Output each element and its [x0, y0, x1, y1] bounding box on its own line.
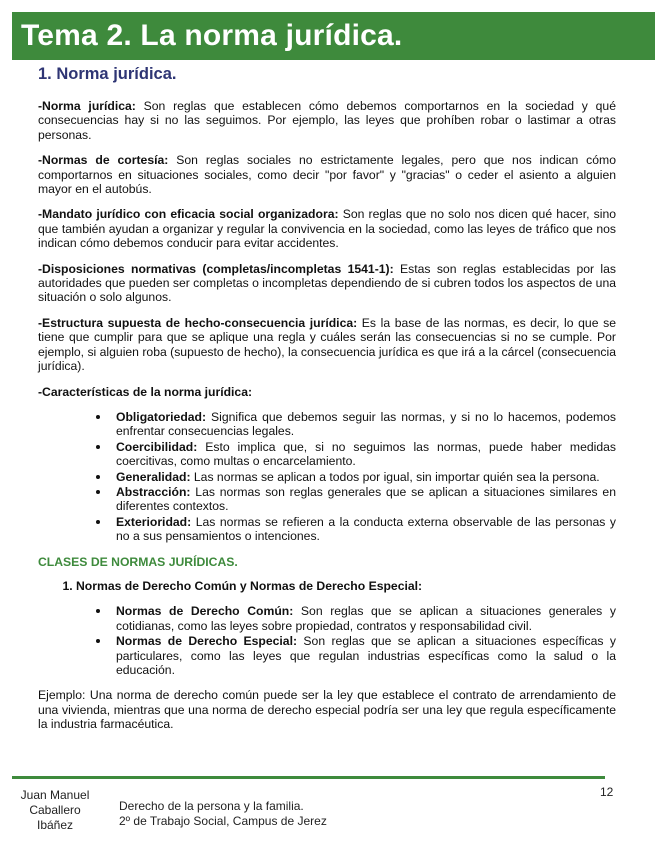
term-label: -Estructura supuesta de hecho-consecuencia jurídica: [38, 315, 358, 330]
course-line: 2º de Trabajo Social, Campus de Jerez [119, 814, 327, 828]
paragraph-mandato-juridico [38, 207, 616, 250]
footer-course [119, 799, 327, 829]
term-label: -Norma jurídica: [38, 99, 136, 113]
item-label: Abstracción: [116, 484, 191, 499]
item-text: Las normas se aplican a todos por igual, sin importar quién sea la persona. [190, 469, 600, 484]
paragraph-normas-cortesia [38, 153, 616, 196]
item-label: Coercibilidad: [116, 439, 198, 454]
item-label: Obligatoriedad: [116, 409, 207, 424]
item-label: Generalidad: [116, 469, 191, 484]
list-item [116, 604, 616, 633]
author-line: Ibáñez [36, 818, 74, 832]
course-line: Derecho de la persona y la familia. [119, 799, 304, 813]
list-item [116, 485, 616, 514]
item-label: Exterioridad: [116, 514, 192, 529]
classes-heading: CLASES DE NORMAS JURÍDICAS. [38, 554, 238, 569]
term-definition: Son reglas sociales no estrictamente legales, pero que nos indican cómo comportarnos en situaciones sociales, como decir "por favor" y "gracias" o ceder el asiento a alguien mayor en el autobús. [38, 153, 616, 197]
footer-author [12, 788, 98, 833]
paragraph-norma-juridica [38, 99, 616, 142]
example-paragraph: Ejemplo: Una norma de derecho común puede ser la ley que establece el contrato de arrendamiento de una vivienda, mientras que una norma de derecho especial podría ser una ley que regula específicamente la industria farmacéutica. [38, 688, 616, 732]
section-title: 1. Norma jurídica. [38, 65, 177, 83]
list-item [116, 634, 616, 677]
list-item [116, 515, 616, 544]
term-definition: Son reglas que no solo nos dicen qué hacer, sino que también ayudan a organizar y regular la convivencia en la sociedad, como las leyes de tráfico que nos indican cómo debemos conducir para evitar accidentes. [38, 207, 616, 251]
item-text: Son reglas que se aplican a situaciones generales y cotidianas, como las leyes sobre propiedad, contratos y responsabilidad civil. [116, 604, 616, 633]
item-text: Las normas se refieren a la conducta externa observable de las personas y no a sus pensamientos o intenciones. [116, 514, 616, 544]
footer-divider [12, 776, 605, 779]
item-text: Significa que debemos seguir las normas, y si no lo hacemos, podemos enfrentar consecuencias legales. [116, 409, 616, 439]
item-label: Normas de Derecho Especial: [116, 634, 298, 649]
list-item [116, 440, 616, 469]
term-definition: Son reglas que establecen cómo debemos comportarnos en la sociedad y qué consecuencias hay si no las seguimos. Por ejemplo, las leyes que prohíben robar o lastimar a otras personas. [38, 99, 616, 142]
classes-list [38, 604, 616, 677]
item-text: Esto implica que, si no seguimos las normas, puede haber medidas coercitivas, como multas o encarcelamiento. [116, 439, 616, 469]
term-definition: Estas son reglas establecidas por las autoridades que pueden ser completas o incompletas dependiendo de si cubren todos los aspectos de una situación o solo algunos. [38, 261, 616, 305]
term-label: -Mandato jurídico con eficacia social organizadora: [38, 207, 339, 222]
title-banner [12, 12, 655, 60]
item-text: Son reglas que se aplican a situaciones específicas y particulares, como las leyes que regulan industrias específicas como la salud o la educación. [116, 634, 616, 677]
author-line: Juan Manuel [20, 788, 90, 802]
term-label: -Normas de cortesía: [38, 153, 169, 168]
paragraph-disposiciones-normativas [38, 262, 616, 305]
term-definition: Es la base de las normas, es decir, lo que se tiene que cumplir para que se aplique una regla y cuáles serán las consecuencias si no se cumple. Por ejemplo, si alguien roba (supuesto de hecho), la consecuencia jurídica es que irá a la cárcel (consecuencia jurídica). [38, 315, 616, 374]
item-text: Las normas son reglas generales que se aplican a situaciones similares en diferentes contextos. [116, 484, 616, 514]
characteristics-list [38, 410, 616, 544]
list-item [116, 410, 616, 439]
document-body [38, 64, 616, 743]
page-title: Tema 2. La norma jurídica. [21, 19, 403, 52]
list-item [116, 470, 616, 484]
item-label: Normas de Derecho Común: [116, 604, 294, 619]
classes-numbered-list [38, 579, 616, 593]
paragraph-estructura [38, 316, 616, 374]
numbered-item: 1. Normas de Derecho Común y Normas de Derecho Especial: [76, 579, 616, 593]
term-label: -Disposiciones normativas (completas/incompletas 1541-1): [38, 261, 394, 276]
author-line: Caballero [29, 803, 81, 817]
characteristics-heading: -Características de la norma jurídica: [38, 384, 253, 399]
page-number: 12 [600, 785, 614, 799]
